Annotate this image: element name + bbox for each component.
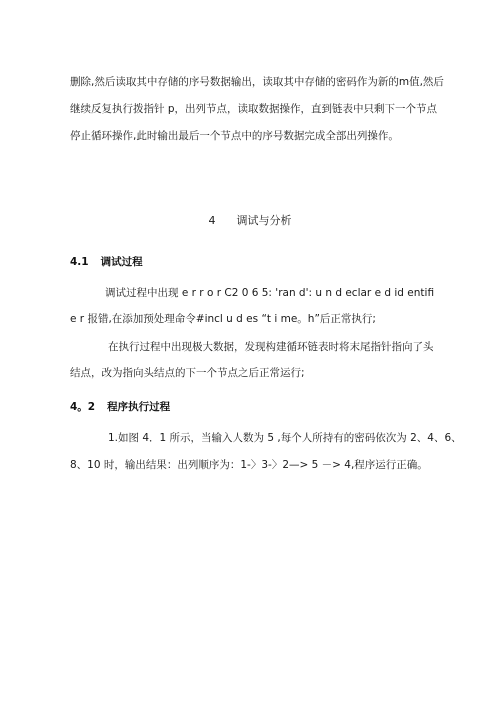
paragraph-line: 在执行过程中出现极大数据，发现构建循环链表时将末尾指针指向了头: [108, 341, 434, 353]
paragraph-line: e r 报错,在添加预处理命令#incl u d es “t i me。h”后正常执行;: [70, 313, 376, 325]
paragraph-line: 结点，改为指向头结点的下一个节点之后正常运行;: [70, 367, 305, 379]
section-4-2-heading: [70, 400, 170, 414]
paragraph-line: 调试过程中出现 e r r o r C2 0 6 5: 'ran d': u n d eclar e d id entifi: [105, 287, 435, 299]
section-title: 调试与分析: [236, 214, 292, 227]
paragraph-line: 1.如图 4．1 所示，当输入人数为 5 ,每个人所持有的密码依次为 2、4、6、: [108, 432, 462, 444]
section-4-heading: [0, 214, 500, 228]
paragraph-line: 继续反复执行拨指针 p，出列节点，读取数据操作，直到链表中只剩下一个节点: [70, 103, 438, 115]
section-title: 调试过程: [100, 256, 143, 268]
section-title: 程序执行过程: [107, 401, 171, 413]
section-number: 4。2: [70, 401, 96, 413]
paragraph-line: 8、10 时，输出结果：出列顺序为：1-〉3-〉2—> 5 －> 4,程序运行正确。: [70, 459, 428, 471]
section-number: 4: [208, 214, 216, 227]
paragraph-line: 删除,然后读取其中存储的序号数据输出，读取其中存储的密码作为新的m值,然后: [70, 76, 444, 88]
section-4-1-heading: [70, 255, 143, 269]
section-number: 4.1: [70, 256, 89, 268]
paragraph-line: 停止循环操作,此时输出最后一个节点中的序号数据完成全部出列操作。: [70, 130, 399, 142]
